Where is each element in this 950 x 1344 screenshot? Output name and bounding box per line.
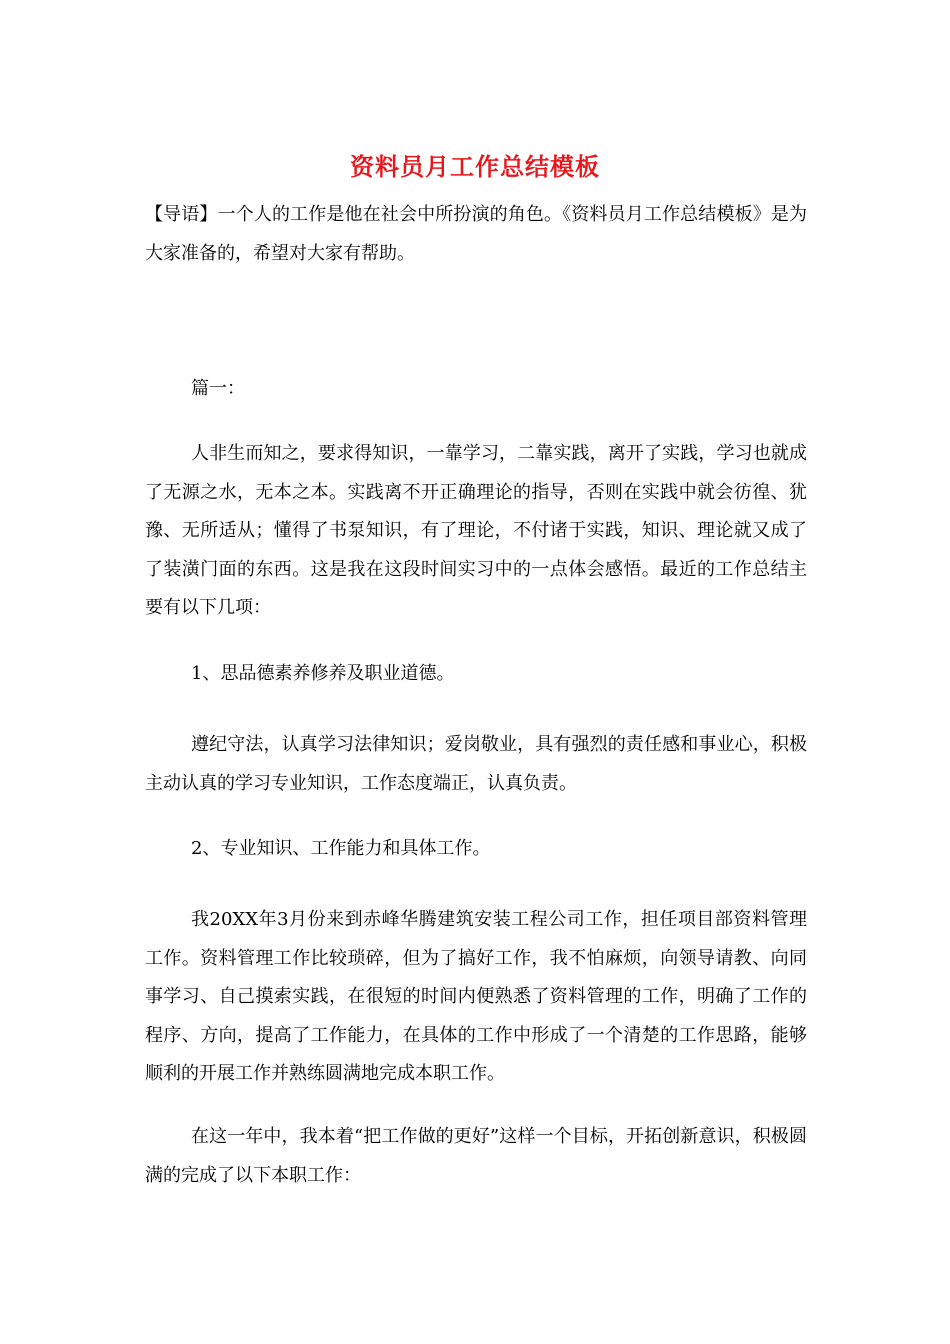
list-item-heading-1: 1、思品德素养修养及职业道德。	[191, 663, 455, 684]
section-heading: 篇一：	[191, 378, 245, 399]
document-title: 资料员月工作总结模板	[350, 152, 600, 181]
body-paragraph-3: 我20XX年3月份来到赤峰华腾建筑安装工程公司工作，担任项目部资料管理工作。资料管理工作比较琐碎，但为了搞好工作，我不怕麻烦，向领导请教、向同事学习、自己摸索实践，在很短的时间内便熟悉了资料管理的工作，明确了工作的程序、方向，提高了工作能力，在具体的工作中形成了一个清楚的工作思路，能够顺利的开展工作并熟练圆满地完成本职工作。	[145, 909, 807, 1084]
body-paragraph-2: 遵纪守法，认真学习法律知识；爱岗敬业，具有强烈的责任感和事业心，积极主动认真的学习专业知识，工作态度端正，认真负责。	[145, 734, 807, 794]
body-paragraph-1: 人非生而知之，要求得知识，一靠学习，二靠实践，离开了实践，学习也就成了无源之水，无本之本。实践离不开正确理论的指导，否则在实践中就会彷徨、犹豫、无所适从；懂得了书泵知识，有了理论，不付诸于实践，知识、理论就又成了了装潢门面的东西。这是我在这段时间实习中的一点体会感悟。最近的工作总结主要有以下几项：	[145, 443, 807, 618]
body-paragraph-4: 在这一年中，我本着“把工作做的更好”这样一个目标，开拓创新意识，积极圆满的完成了以下本职工作：	[145, 1126, 807, 1186]
intro-paragraph: 【导语】一个人的工作是他在社会中所扮演的角色。《资料员月工作总结模板》是为大家准备的，希望对大家有帮助。	[145, 204, 807, 264]
list-item-heading-2: 2、专业知识、工作能力和具体工作。	[191, 838, 491, 859]
